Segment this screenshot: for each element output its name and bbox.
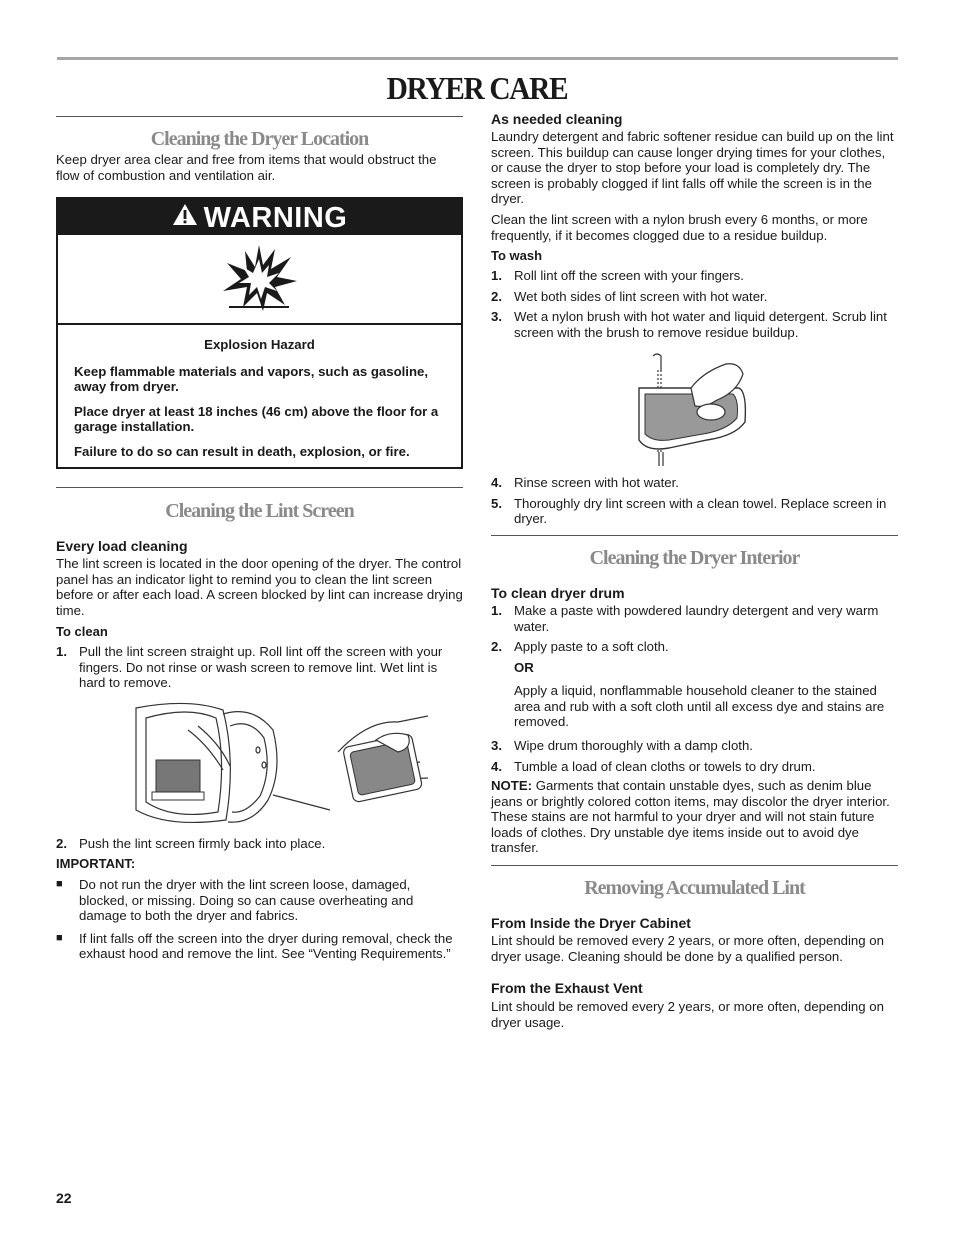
- every-load-body: The lint screen is located in the door opening of the dryer. The control panel has an indicator light to remind you to clean the lint screen before or after each load. A screen blocked by lint can increase drying time.: [56, 556, 463, 618]
- section-heading-dryer-location: Cleaning the Dryer Location: [150, 128, 369, 150]
- section-rule: [56, 487, 463, 488]
- list-item: 1. Make a paste with powdered laundry detergent and very warm water.: [491, 603, 879, 634]
- as-needed-body-2: Clean the lint screen with a nylon brush every 6 months, or more frequently, if it becomes clogged due to a residue buildup.: [491, 212, 868, 243]
- list-item: 5. Thoroughly dry lint screen with a clean towel. Replace screen in dryer.: [491, 495, 887, 527]
- warning-label: WARNING: [203, 202, 348, 234]
- vent-body: Lint should be removed every 2 years, or more often, depending on dryer usage.: [491, 999, 884, 1030]
- list-item: 3. Wet a nylon brush with hot water and liquid detergent. Scrub lint screen with the brush to remove residue buildup.: [491, 309, 887, 340]
- list-item: 4. Tumble a load of clean cloths or towels to dry drum.: [491, 758, 816, 774]
- page-title: DRYER CARE: [386, 70, 568, 106]
- lint-screen-washing-illustration: [631, 352, 761, 468]
- as-needed-heading: As needed cleaning: [491, 111, 623, 127]
- warning-line: Failure to do so can result in death, explosion, or fire.: [74, 443, 410, 459]
- important-label: IMPORTANT:: [56, 856, 136, 871]
- warning-line: Place dryer at least 18 inches (46 cm) above the floor for a garage installation.: [74, 403, 439, 435]
- location-body: Keep dryer area clear and free from items that would obstruct the flow of combustion and ventilation air.: [56, 152, 437, 183]
- vent-heading: From the Exhaust Vent: [491, 980, 643, 996]
- as-needed-body-1: Laundry detergent and fabric softener residue can build up on the lint screen. This buildup can cause longer drying times for your clothes, or cause the dryer to stop before your load is completely dry. The screen is probably clogged if lint falls off while the screen is in the dryer.: [491, 129, 894, 207]
- to-clean-steps: [56, 644, 463, 691]
- top-rule: [57, 57, 898, 60]
- to-wash-heading: To wash: [491, 248, 543, 263]
- warning-box: [56, 197, 463, 469]
- section-rule: [491, 865, 898, 866]
- note-text: Garments that contain unstable dyes, such as denim blue jeans or brightly colored cotton items, may discolor the dryer interior. These stains are not harmful to your dryer and will not stain future loads of clothes. Dry unstable dye items inside out to avoid dye transfer.: [491, 778, 890, 856]
- section-heading-dryer-interior: Cleaning the Dryer Interior: [589, 547, 800, 569]
- lint-screen-removal-illustration: [128, 700, 428, 828]
- to-wash-steps-continued: [491, 475, 898, 527]
- warning-line: Keep flammable materials and vapors, such as gasoline, away from dryer.: [74, 363, 429, 395]
- or-label: OR: [514, 660, 534, 675]
- drum-steps: [491, 603, 898, 655]
- list-item: 3. Wipe drum thoroughly with a damp cloth.: [491, 738, 753, 753]
- to-clean-heading: To clean: [56, 624, 108, 639]
- alternative-cleaner-text: Apply a liquid, nonflammable household cleaner to the stained area and rub with a soft cloth until all excess dye and stains are removed.: [514, 683, 885, 730]
- list-item: ■ Do not run the dryer with the lint screen loose, damaged, blocked, or missing. Doing so can cause overheating and damage to both the dryer and fabrics.: [56, 877, 414, 924]
- page-number: 22: [56, 1190, 72, 1206]
- every-load-heading: Every load cleaning: [56, 538, 188, 554]
- list-item: 1. Roll lint off the screen with your fingers.: [491, 268, 744, 283]
- section-rule: [491, 535, 898, 536]
- to-wash-steps: [491, 268, 898, 340]
- section-heading-lint-screen: Cleaning the Lint Screen: [165, 500, 354, 522]
- hazard-title: Explosion Hazard: [204, 337, 315, 352]
- cabinet-heading: From Inside the Dryer Cabinet: [491, 915, 691, 931]
- list-item: ■ If lint falls off the screen into the dryer during removal, check the exhaust hood and remove the lint. See “Venting Requirements.”: [56, 930, 453, 962]
- drum-steps-continued: [491, 738, 898, 774]
- explosion-hazard-area: [58, 235, 461, 325]
- cabinet-body: Lint should be removed every 2 years, or more often, depending on dryer usage. Cleaning should be done by a qualified person.: [491, 933, 884, 964]
- section-rule: [56, 116, 463, 117]
- list-item: 2. Wet both sides of lint screen with hot water.: [491, 288, 768, 304]
- warning-banner: [58, 199, 461, 235]
- drum-heading: To clean dryer drum: [491, 585, 625, 601]
- to-clean-steps-continued: [56, 836, 463, 852]
- list-item: 2. Apply paste to a soft cloth.: [491, 639, 669, 655]
- warning-triangle-icon: [172, 198, 198, 236]
- note-label: NOTE:: [491, 778, 533, 793]
- list-item: 2. Push the lint screen firmly back into place.: [56, 836, 326, 851]
- explosion-icon: [219, 243, 299, 313]
- list-item: 1. Pull the lint screen straight up. Roll lint off the screen with your fingers. Do not rinse or wash screen to remove lint. Wet lint is hard to remove.: [56, 644, 443, 691]
- section-heading-accumulated-lint: Removing Accumulated Lint: [584, 877, 805, 899]
- note: [491, 778, 898, 856]
- important-bullets: [56, 877, 463, 962]
- list-item: 4. Rinse screen with hot water.: [491, 475, 679, 490]
- warning-text: [74, 337, 445, 460]
